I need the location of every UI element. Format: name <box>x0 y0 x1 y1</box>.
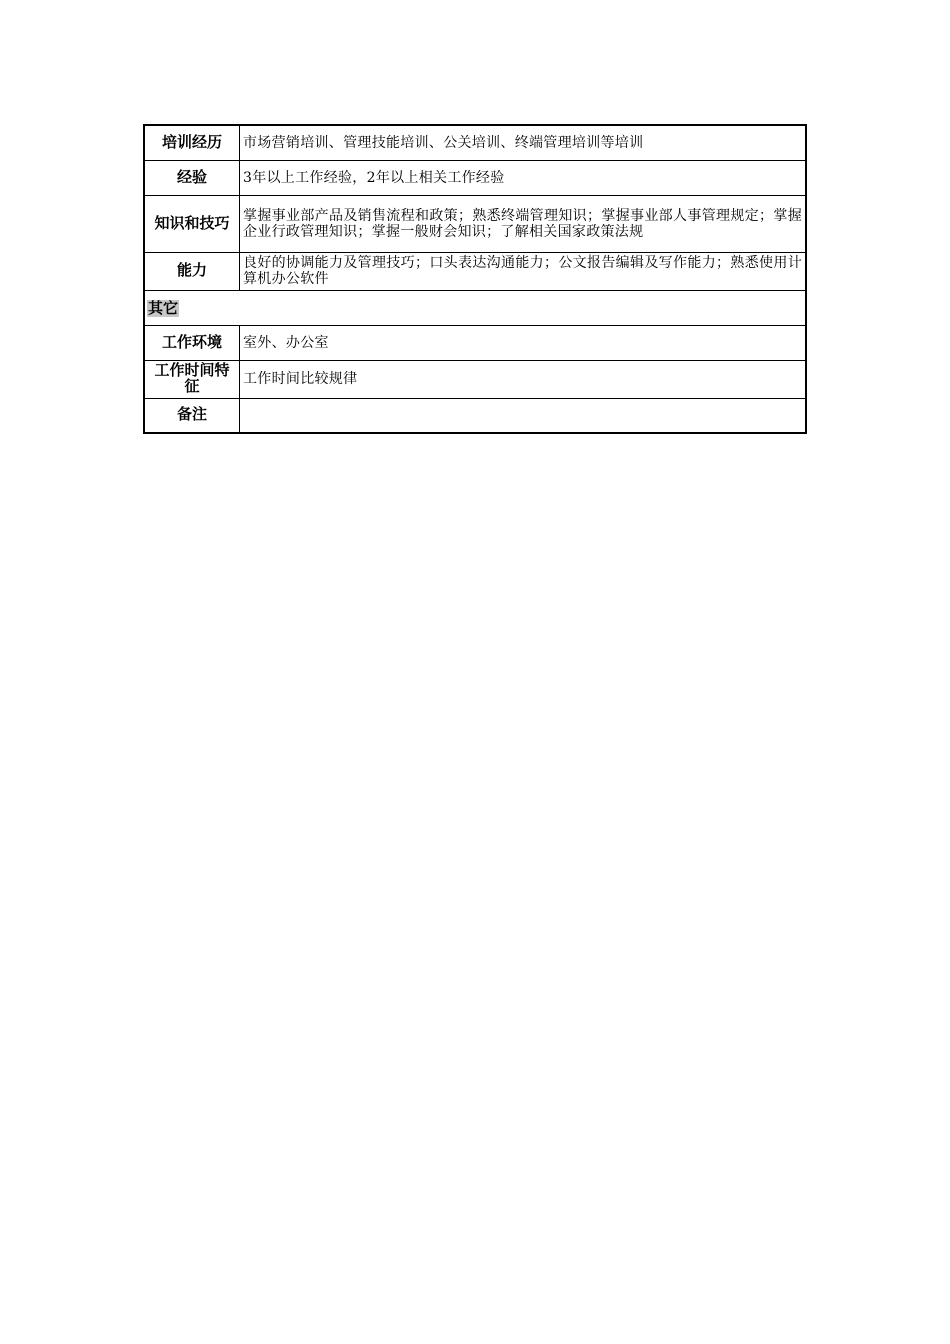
job-description-table <box>143 124 807 434</box>
section-header-other <box>144 290 806 325</box>
row-value-remarks <box>240 398 807 433</box>
row-label-experience: 经验 <box>144 160 240 195</box>
row-value-ability: 良好的协调能力及管理技巧；口头表达沟通能力；公文报告编辑及写作能力；熟悉使用计算机办公软件 <box>240 252 807 290</box>
row-label-knowledge: 知识和技巧 <box>144 195 240 252</box>
table-row <box>144 125 806 160</box>
row-label-remarks: 备注 <box>144 398 240 433</box>
row-value-experience: 3年以上工作经验，2年以上相关工作经验 <box>240 160 807 195</box>
table-row <box>144 325 806 360</box>
table-row <box>144 195 806 252</box>
section-row <box>144 290 806 325</box>
row-label-training: 培训经历 <box>144 125 240 160</box>
table-row <box>144 252 806 290</box>
row-label-environment: 工作环境 <box>144 325 240 360</box>
table-row <box>144 360 806 398</box>
table-row <box>144 160 806 195</box>
row-value-training: 市场营销培训、管理技能培训、公关培训、终端管理培训等培训 <box>240 125 807 160</box>
row-label-ability: 能力 <box>144 252 240 290</box>
row-label-work-time: 工作时间特征 <box>144 360 240 398</box>
row-value-work-time: 工作时间比较规律 <box>240 360 807 398</box>
row-value-knowledge: 掌握事业部产品及销售流程和政策；熟悉终端管理知识；掌握事业部人事管理规定；掌握企业行政管理知识；掌握一般财会知识；了解相关国家政策法规 <box>240 195 807 252</box>
table-row <box>144 398 806 433</box>
section-title: 其它 <box>148 300 179 317</box>
row-value-environment: 室外、办公室 <box>240 325 807 360</box>
